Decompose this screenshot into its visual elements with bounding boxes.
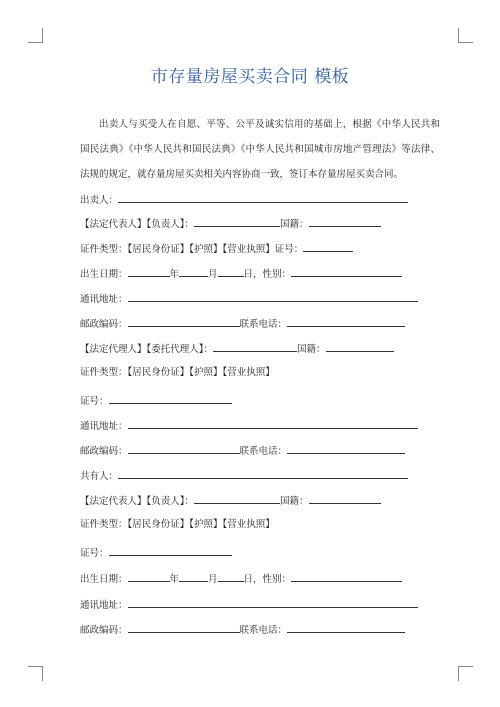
co-owner-rep-row (80, 492, 381, 506)
seller-id-row (80, 240, 353, 254)
co-owner-day-gender-label: 日，性别： (243, 574, 292, 585)
co-owner-field[interactable] (118, 467, 408, 479)
seller-address-field[interactable] (128, 290, 418, 302)
agent-address-field[interactable] (128, 417, 418, 429)
co-owner-label: 共有人： (80, 471, 119, 482)
co-owner-gender-field[interactable] (291, 570, 402, 582)
crop-mark-top-left (28, 28, 43, 43)
seller-id-label: 证件类型：【居民身份证】【护照】【营业执照】证号： (80, 244, 304, 255)
co-owner-row (80, 467, 408, 481)
seller-rep-label: 【法定代表人】【负责人】： (80, 219, 195, 230)
agent-label: 【法定代理人】【委托代理人】： (80, 344, 214, 355)
co-owner-id-no-field[interactable] (109, 544, 232, 556)
agent-id-no-row (80, 392, 232, 406)
seller-birth-year-field[interactable] (128, 265, 170, 277)
seller-phone-field[interactable] (287, 315, 405, 327)
seller-birth-label: 出生日期： (80, 269, 128, 280)
co-owner-birth-month-field[interactable] (179, 570, 208, 582)
agent-address-label: 通讯地址： (80, 421, 128, 432)
crop-mark-bottom-right (458, 666, 473, 681)
co-owner-nationality-field[interactable] (309, 492, 381, 504)
co-owner-postcode-field[interactable] (128, 621, 240, 633)
agent-phone-label: 联系电话： (239, 446, 288, 457)
seller-address-row (80, 290, 418, 304)
seller-nationality-field[interactable] (309, 215, 381, 227)
seller-day-gender-label: 日，性别： (243, 269, 292, 280)
agent-id-no-label: 证号： (80, 396, 109, 407)
co-owner-rep-label: 【法定代表人】【负责人】： (80, 496, 195, 507)
seller-rep-field[interactable] (194, 215, 280, 227)
co-owner-address-label: 通讯地址： (80, 600, 128, 611)
agent-id-no-field[interactable] (109, 392, 232, 404)
seller-gender-field[interactable] (291, 265, 402, 277)
co-owner-birth-row (80, 570, 402, 584)
agent-field[interactable] (213, 340, 297, 352)
co-owner-address-field[interactable] (128, 596, 418, 608)
seller-birth-day-field[interactable] (218, 265, 244, 277)
agent-nationality-label: 国籍： (297, 344, 326, 355)
seller-rep-row (80, 215, 381, 229)
co-owner-birth-day-field[interactable] (218, 570, 244, 582)
co-owner-address-row (80, 596, 418, 610)
agent-postcode-row (80, 442, 405, 456)
seller-postcode-label: 邮政编码： (80, 319, 128, 330)
co-owner-phone-field[interactable] (287, 621, 405, 633)
co-owner-id-type-label: 证件类型：【居民身份证】【护照】【营业执照】 (80, 519, 275, 530)
seller-label: 出卖人： (80, 195, 119, 206)
co-owner-phone-label: 联系电话： (239, 625, 288, 636)
seller-birth-row (80, 265, 402, 279)
seller-birth-month-field[interactable] (179, 265, 208, 277)
agent-nationality-field[interactable] (326, 340, 394, 352)
agent-row (80, 340, 394, 354)
seller-phone-label: 联系电话： (239, 319, 288, 330)
co-owner-birth-year-field[interactable] (128, 570, 170, 582)
seller-postcode-field[interactable] (128, 315, 240, 327)
seller-year-label: 年 (169, 269, 180, 280)
seller-field[interactable] (118, 191, 408, 203)
co-owner-postcode-row (80, 621, 405, 635)
co-owner-year-label: 年 (169, 574, 180, 585)
agent-postcode-label: 邮政编码： (80, 446, 128, 457)
seller-month-label: 月 (208, 269, 218, 280)
intro-paragraph: 出卖人与买受人在自愿、平等、公平及诚实信用的基础上，根据《中华人民共和国民法典》《中华人民共和国民法典》《中华人民共和国城市房地产管理法》等法律、法规的规定，就存量房屋买卖相关内容协商一致，签订本存量房屋买卖合同。 (80, 119, 440, 180)
document-title: 市存量房屋买卖合同 模板 (150, 67, 350, 87)
crop-mark-bottom-left (28, 666, 43, 681)
co-owner-id-type-row (80, 518, 275, 532)
seller-postcode-row (80, 315, 405, 329)
co-owner-birth-label: 出生日期： (80, 574, 128, 585)
agent-id-type-label: 证件类型：【居民身份证】【护照】【营业执照】 (80, 367, 275, 378)
co-owner-id-no-label: 证号： (80, 548, 109, 559)
seller-id-field[interactable] (303, 240, 353, 252)
co-owner-postcode-label: 邮政编码： (80, 625, 128, 636)
crop-mark-top-right (458, 28, 473, 43)
co-owner-rep-field[interactable] (194, 492, 280, 504)
agent-address-row (80, 417, 418, 431)
agent-phone-field[interactable] (287, 442, 405, 454)
co-owner-nationality-label: 国籍： (280, 496, 309, 507)
agent-id-type-row (80, 366, 275, 380)
co-owner-month-label: 月 (208, 574, 218, 585)
seller-row (80, 191, 408, 205)
agent-postcode-field[interactable] (128, 442, 240, 454)
co-owner-id-no-row (80, 544, 232, 558)
seller-address-label: 通讯地址： (80, 294, 128, 305)
seller-nationality-label: 国籍： (280, 219, 309, 230)
